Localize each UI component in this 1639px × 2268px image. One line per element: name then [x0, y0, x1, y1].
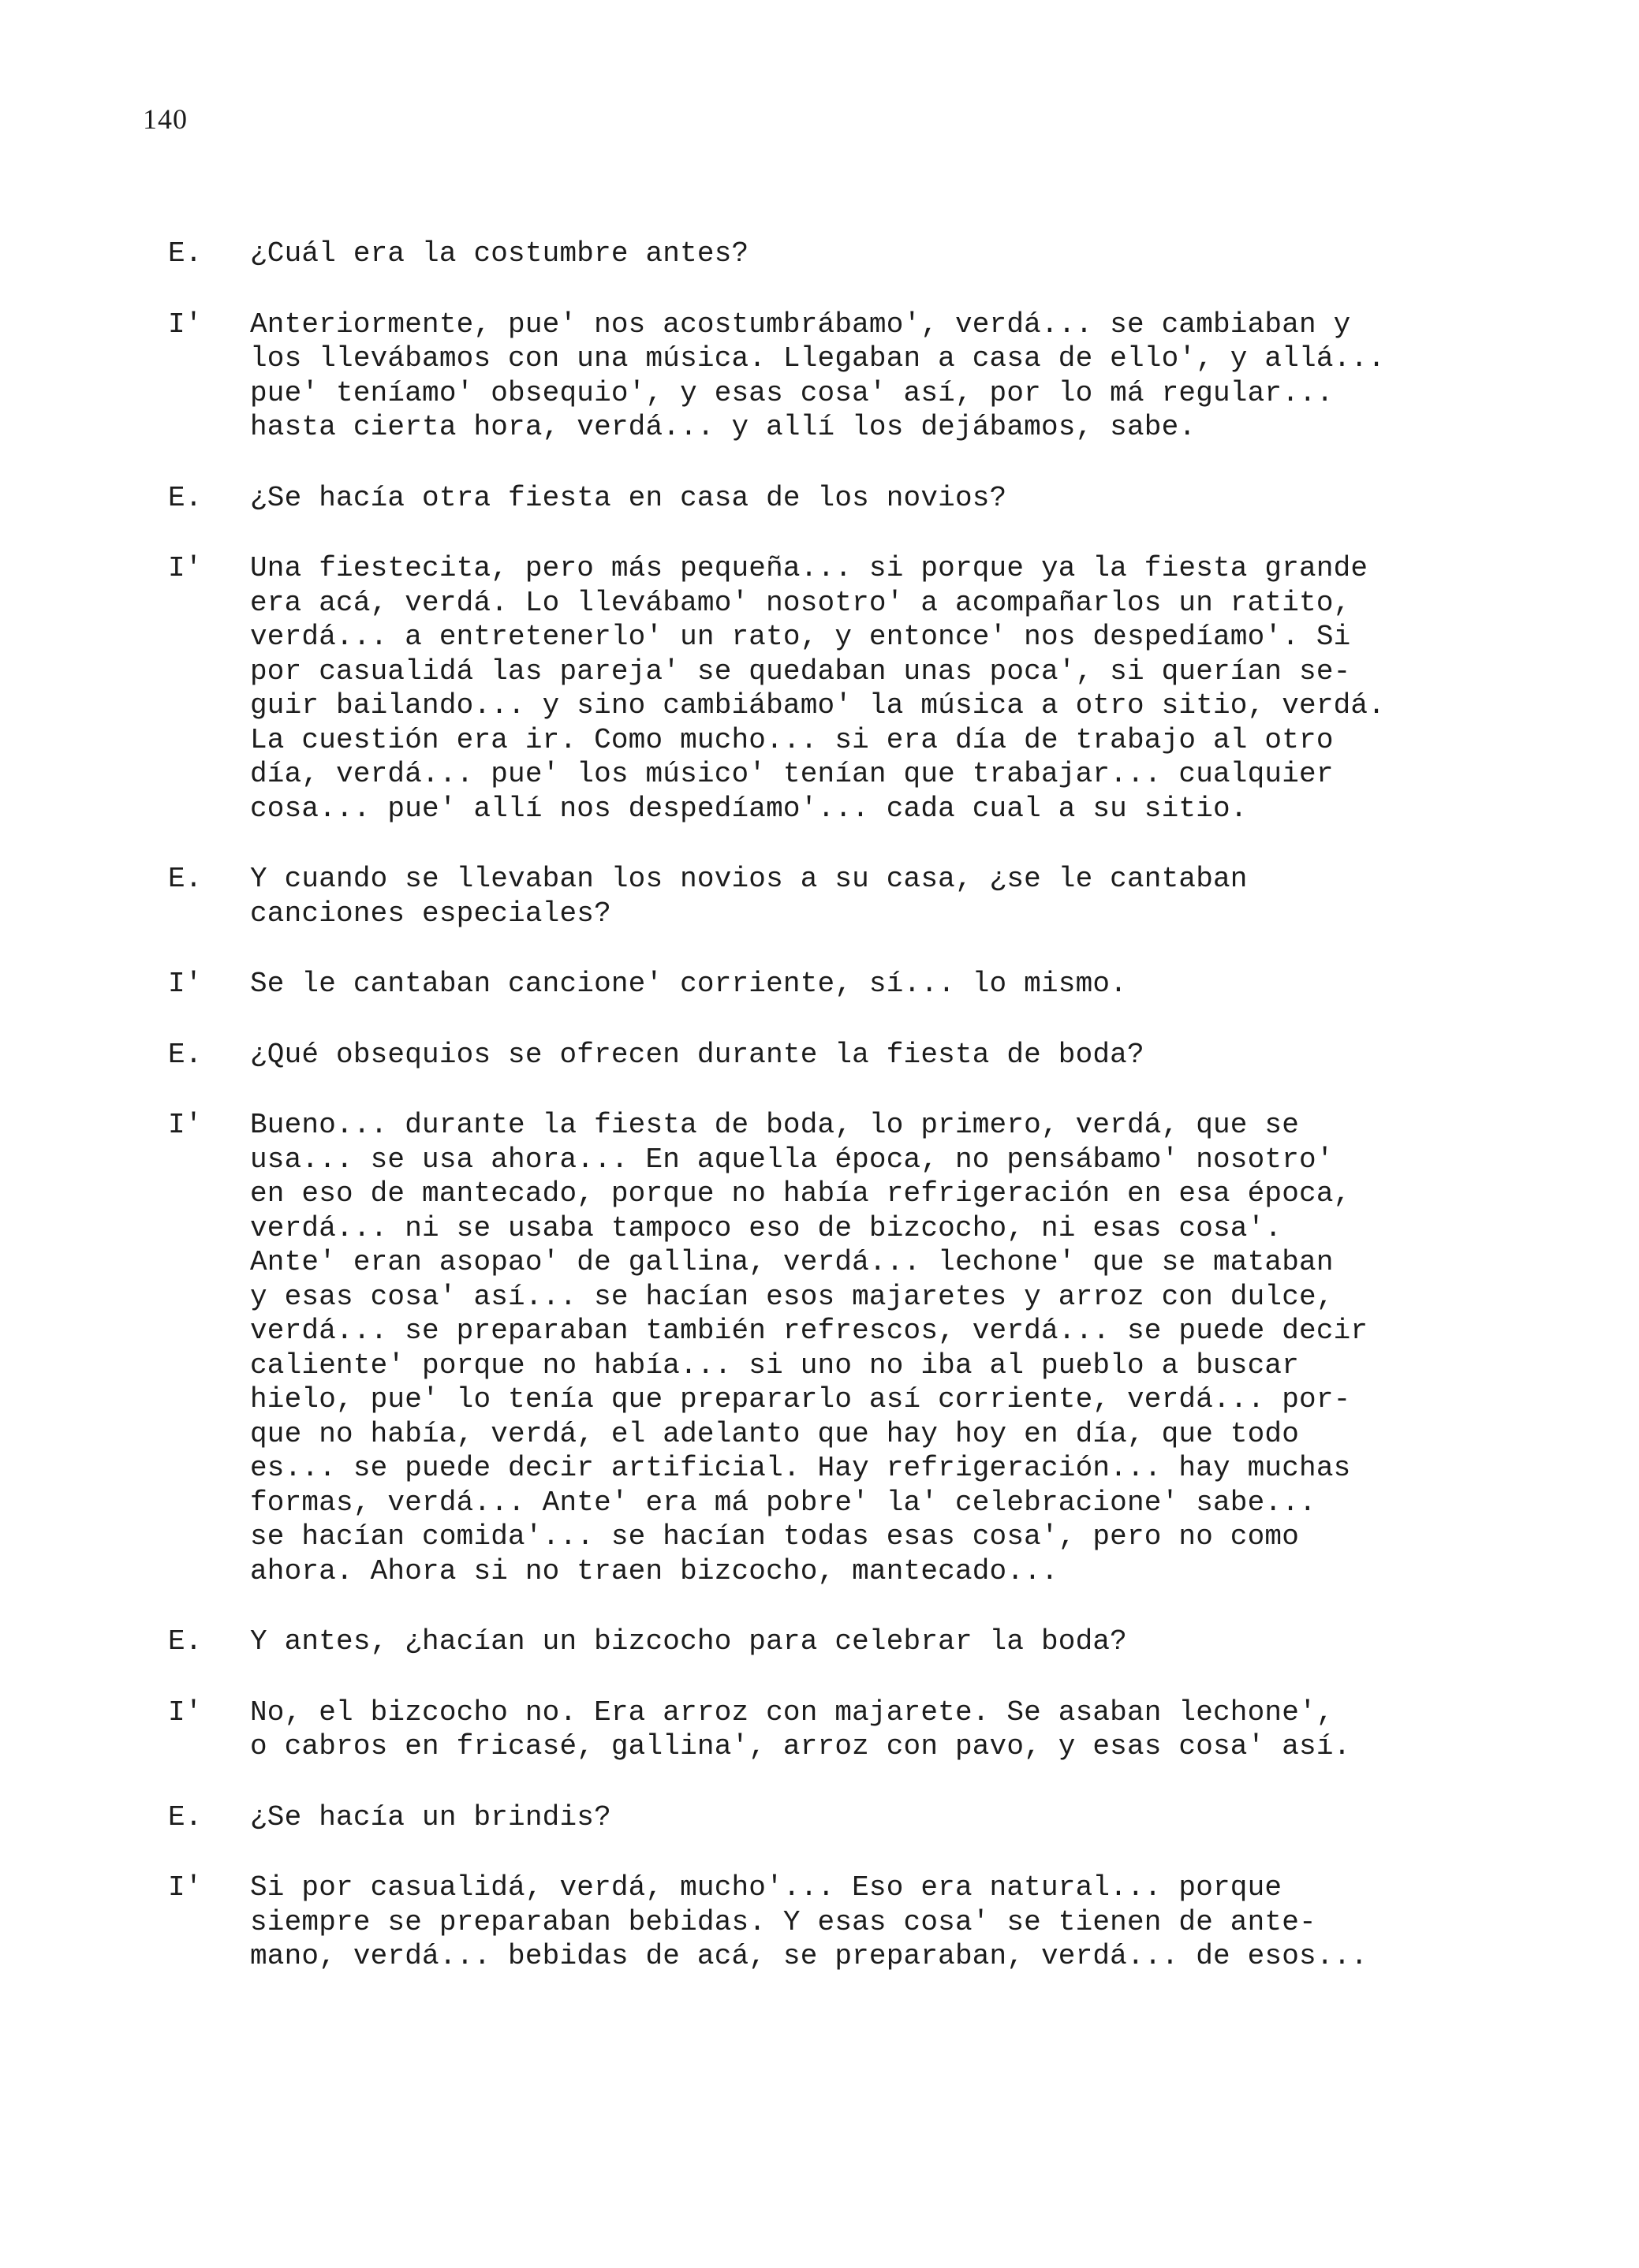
page-number: 140 [143, 103, 188, 135]
transcript-entry [168, 862, 1604, 931]
text-line: mano, verdá... bebidas de acá, se preparaban, verdá... de esos... [250, 1940, 1368, 1972]
text-line: siempre se preparaban bebidas. Y esas cosa' se tienen de ante- [250, 1905, 1316, 1938]
speaker-label: E. [168, 863, 203, 895]
text-line: era acá, verdá. Lo llevábamo' nosotro' a acompañarlos un ratito, [250, 586, 1351, 619]
text-line: Ante' eran asopao' de gallina, verdá... lechone' que se mataban [250, 1246, 1334, 1278]
speaker-label: I' [168, 308, 203, 341]
speaker-label: I' [168, 552, 203, 584]
text-line: Bueno... durante la fiesta de boda, lo primero, verdá, que se [250, 1109, 1300, 1141]
transcript-entry [168, 1800, 1604, 1835]
utterance-text [250, 551, 1604, 826]
text-line: ahora. Ahora si no traen bizcocho, mantecado... [250, 1554, 1058, 1587]
text-line: que no había, verdá, el adelanto que hay hoy en día, que todo [250, 1417, 1300, 1450]
text-line: Anteriormente, pue' nos acostumbrábamo', verdá... se cambiaban y [250, 308, 1351, 341]
transcript-entry [168, 481, 1604, 516]
text-line: cosa... pue' allí nos despedíamo'... cada cual a su sitio. [250, 792, 1248, 825]
utterance-text [250, 237, 1604, 271]
text-line: es... se puede decir artificial. Hay refrigeración... hay muchas [250, 1452, 1351, 1484]
transcript-entry [168, 1038, 1604, 1072]
speaker-label: E. [168, 237, 203, 270]
text-line: usa... se usa ahora... En aquella época, no pensábamo' nosotro' [250, 1143, 1334, 1176]
utterance-text [250, 481, 1604, 516]
speaker-label: E. [168, 1625, 203, 1658]
text-line: se hacían comida'... se hacían todas esas cosa', pero no como [250, 1520, 1300, 1553]
utterance-text [250, 1800, 1604, 1835]
text-line: guir bailando... y sino cambiábamo' la música a otro sitio, verdá. [250, 689, 1386, 722]
text-line: los llevábamos con una música. Llegaban a casa de ello', y allá... [250, 342, 1386, 375]
speaker-label: E. [168, 1800, 203, 1833]
text-line: o cabros en fricasé, gallina', arroz con pavo, y esas cosa' así. [250, 1730, 1351, 1763]
speaker-label: I' [168, 1871, 203, 1904]
transcript-entry [168, 237, 1604, 271]
speaker-label: E. [168, 1038, 203, 1071]
utterance-text [250, 967, 1604, 1002]
utterance-text [250, 1038, 1604, 1072]
text-line: y esas cosa' así... se hacían esos majaretes y arroz con dulce, [250, 1280, 1334, 1313]
transcript-entry [168, 1108, 1604, 1588]
transcript-entry [168, 1695, 1604, 1764]
text-line: Una fiestecita, pero más pequeña... si porque ya la fiesta grande [250, 552, 1368, 584]
text-line: por casualidá las pareja' se quedaban unas poca', si querían se- [250, 655, 1351, 688]
text-line: ¿Se hacía un brindis? [250, 1800, 611, 1833]
text-line: ¿Cuál era la costumbre antes? [250, 237, 749, 270]
text-line: verdá... se preparaban también refrescos, verdá... se puede decir [250, 1315, 1368, 1347]
transcript-entry [168, 551, 1604, 826]
utterance-text [250, 1871, 1604, 1974]
utterance-text [250, 1108, 1604, 1588]
speaker-label: I' [168, 1695, 203, 1729]
transcript-entry [168, 1871, 1604, 1974]
transcript-entry [168, 1625, 1604, 1659]
speaker-label: I' [168, 1109, 203, 1141]
speaker-label: E. [168, 481, 203, 514]
speaker-label: I' [168, 968, 203, 1000]
utterance-text [250, 1695, 1604, 1764]
interview-transcript [168, 237, 1604, 2010]
text-line: Se le cantaban cancione' corriente, sí... lo mismo. [250, 968, 1127, 1000]
utterance-text [250, 1625, 1604, 1659]
text-line: hasta cierta hora, verdá... y allí los dejábamos, sabe. [250, 411, 1197, 443]
text-line: día, verdá... pue' los músico' tenían que trabajar... cualquier [250, 758, 1334, 790]
utterance-text [250, 308, 1604, 445]
text-line: No, el bizcocho no. Era arroz con majarete. Se asaban lechone', [250, 1695, 1334, 1729]
text-line: caliente' porque no había... si uno no iba al pueblo a buscar [250, 1348, 1300, 1382]
text-line: formas, verdá... Ante' era má pobre' la' celebracione' sabe... [250, 1486, 1316, 1519]
text-line: verdá... a entretenerlo' un rato, y entonce' nos despedíamo'. Si [250, 621, 1351, 653]
text-line: Y antes, ¿hacían un bizcocho para celebrar la boda? [250, 1625, 1127, 1658]
text-line: pue' teníamo' obsequio', y esas cosa' así, por lo má regular... [250, 376, 1334, 409]
text-line: La cuestión era ir. Como mucho... si era día de trabajo al otro [250, 723, 1334, 756]
text-line: Y cuando se llevaban los novios a su casa, ¿se le cantaban [250, 863, 1248, 895]
text-line: verdá... ni se usaba tampoco eso de bizcocho, ni esas cosa'. [250, 1211, 1282, 1244]
text-line: canciones especiales? [250, 897, 611, 930]
text-line: Si por casualidá, verdá, mucho'... Eso era natural... porque [250, 1871, 1282, 1904]
text-line: en eso de mantecado, porque no había refrigeración en esa época, [250, 1177, 1351, 1210]
utterance-text [250, 862, 1604, 931]
transcript-entry [168, 308, 1604, 445]
text-line: ¿Qué obsequios se ofrecen durante la fiesta de boda? [250, 1038, 1144, 1071]
transcript-entry [168, 967, 1604, 1002]
text-line: ¿Se hacía otra fiesta en casa de los novios? [250, 481, 1007, 514]
text-line: hielo, pue' lo tenía que prepararlo así corriente, verdá... por- [250, 1383, 1351, 1416]
